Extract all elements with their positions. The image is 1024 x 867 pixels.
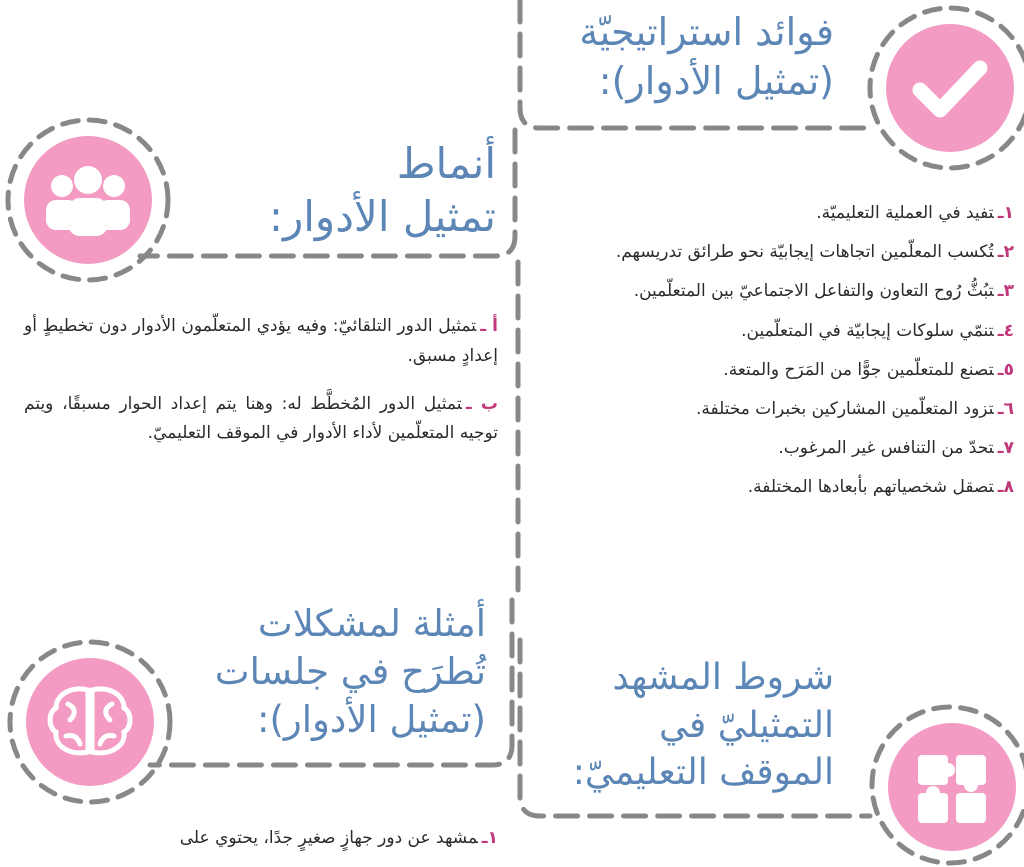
list-item: ٦ـتزود المتعلّمين المشاركين بخبرات مختلفة. [695,398,1014,419]
patterns-heading-line2: تمثيل الأدوار: [268,191,496,241]
list-item: ٥ـتصنع للمتعلّمين جوًّا من المَرَح والمتعة. [723,359,1014,380]
conditions-icon-badge [882,717,1022,857]
benefits-list [548,200,1014,514]
list-item: ب ـتمثيل الدور المُخطَّط له: وهنا يتم إعداد الحوار مسبقًا، ويتم توجيه المتعلّمين لأداء الأدوار في الموقف التعليميّ. [24,393,499,444]
examples-list [24,824,498,854]
conditions-heading-line3: الموقف التعليميّ: [572,752,834,794]
patterns-list [24,312,498,467]
examples-heading [215,600,486,744]
examples-heading-line3: (تمثيل الأدوار): [256,698,486,742]
list-item: ٤ـتنمّي سلوكات إيجابيّة في المتعلّمين. [741,320,1014,341]
conditions-heading-line1: شروط المشهد [612,657,834,698]
benefits-heading-line1: فوائد استراتيجيّة [579,10,834,54]
people-group-icon [46,166,130,236]
patterns-heading-line1: أنماط [396,139,496,188]
list-item: ٨ـتصقل شخصياتهم بأبعادها المختلفة. [747,477,1014,498]
list-item: ٣ـتبُثُّ رُوح التعاون والتفاعل الاجتماعيّ بين المتعلّمين. [633,281,1014,302]
patterns-heading [269,138,496,243]
list-item: ١ـتفيد في العملية التعليميّة. [816,203,1014,223]
patterns-icon-badge [18,130,158,270]
examples-icon-badge [20,652,160,792]
benefits-heading [579,8,834,105]
list-item: أ ـتمثيل الدور التلقائيّ: وفيه يؤدي المتعلّمون الأدوار دون تخطيطٍ أو إعدادٍ مسبق. [24,316,498,366]
benefits-icon-badge [880,18,1020,158]
list-item: ٧ـتحدّ من التنافس غير المرغوب. [778,438,1014,459]
list-item: ٢ـتُكسب المعلّمين اتجاهات إيجابيّة نحو طرائق تدريسهم. [615,242,1014,263]
list-item: ١ـمشهد عن دور جهازٍ صغيرٍ جدًا، يحتوي على [179,828,498,848]
conditions-heading-line2: التمثيليّ في [659,704,834,746]
benefits-heading-line2: (تمثيل الأدوار): [598,58,834,103]
examples-heading-line1: أمثلة لمشكلات [257,602,486,645]
conditions-heading [573,654,834,797]
examples-heading-line2: تُطرَح في جلسات [214,650,486,694]
